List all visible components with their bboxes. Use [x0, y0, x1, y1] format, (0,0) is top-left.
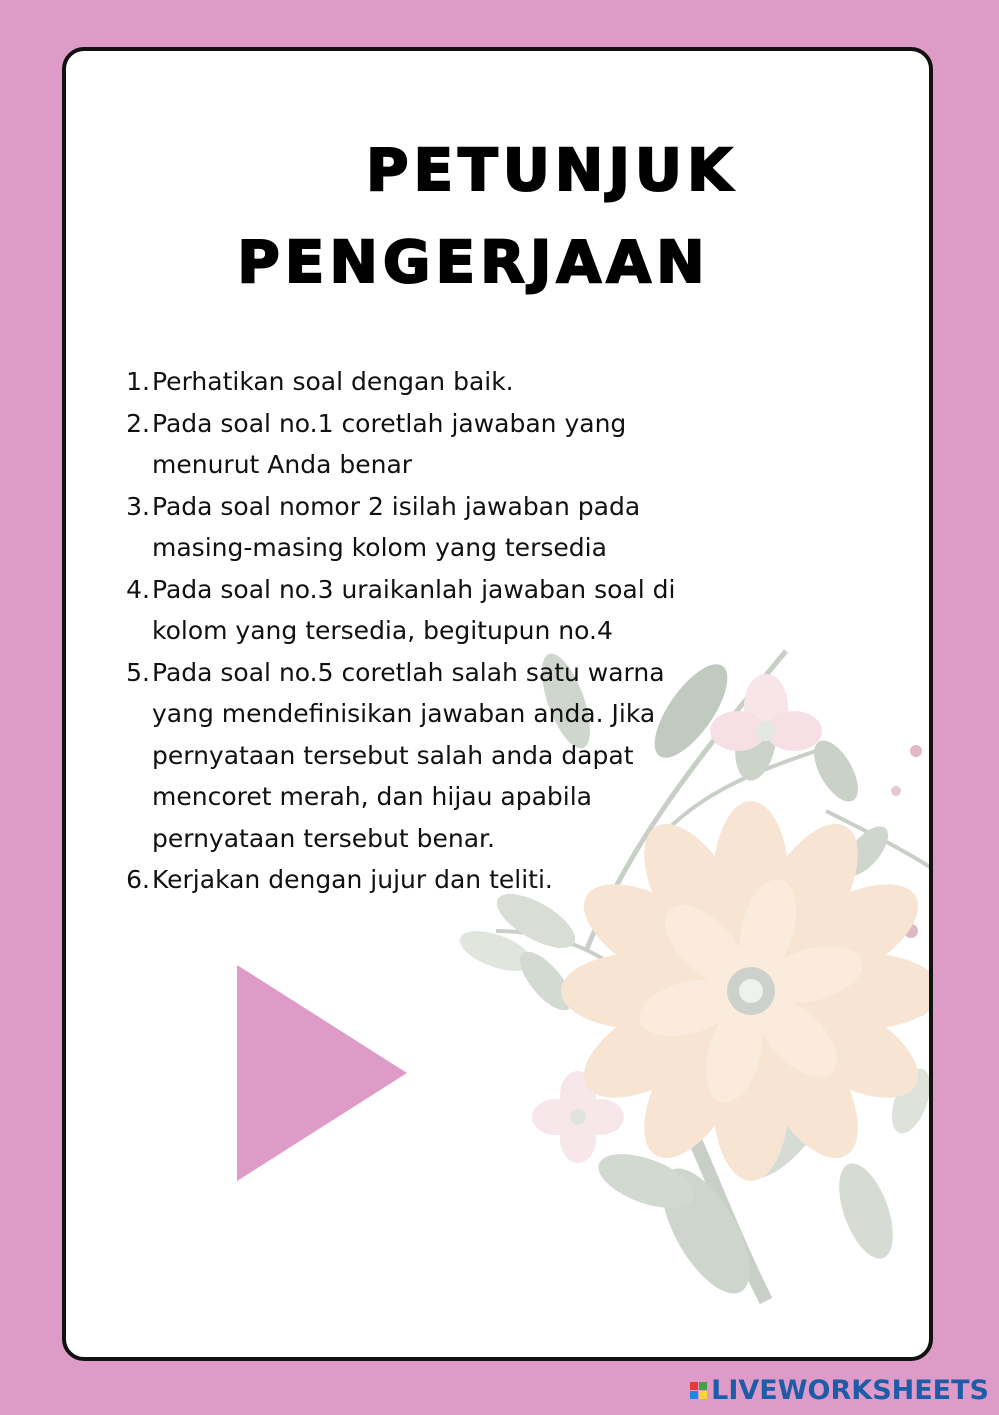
list-item: 2. Pada soal no.1 coretlah jawaban yang menurut Anda benar	[126, 408, 627, 479]
list-item: 3. Pada soal nomor 2 isilah jawaban pada masing-masing kolom yang tersedia	[126, 491, 641, 562]
page-title-line1: PETUNJUK	[366, 136, 737, 204]
page-title-line2: PENGERJAAN	[237, 228, 710, 296]
instruction-text: Kerjakan dengan jujur dan teliti.	[152, 865, 553, 894]
list-item: 6. Kerjakan dengan jujur dan teliti.	[126, 865, 553, 894]
instruction-text: Pada soal no.3 uraikanlah jawaban soal di kolom yang tersedia, begitupun no.4	[152, 574, 676, 645]
liveworksheets-logo-icon	[690, 1382, 707, 1399]
list-item: 4. Pada soal no.3 uraikanlah jawaban soal di kolom yang tersedia, begitupun no.4	[126, 574, 676, 645]
play-triangle-icon[interactable]	[237, 965, 407, 1181]
instruction-text: Perhatikan soal dengan baik.	[152, 367, 514, 396]
list-item: 5. Pada soal no.5 coretlah salah satu warna yang mendefinisikan jawaban anda. Jika pernyataan tersebut salah anda dapat mencoret merah, dan hijau apabila pernyataan tersebut benar.	[126, 657, 665, 853]
instruction-text: Pada soal no.1 coretlah jawaban yang menurut Anda benar	[152, 408, 627, 479]
brand-name: LIVEWORKSHEETS	[711, 1374, 989, 1406]
instruction-text: Pada soal no.5 coretlah salah satu warna yang mendefinisikan jawaban anda. Jika pernyataan tersebut salah anda dapat mencoret merah, dan hijau apabila pernyataan tersebut benar.	[152, 657, 665, 853]
instruction-card	[62, 47, 933, 1361]
instruction-list	[122, 361, 722, 901]
instruction-text: Pada soal nomor 2 isilah jawaban pada masing-masing kolom yang tersedia	[152, 491, 641, 562]
liveworksheets-logo	[690, 1375, 989, 1405]
list-item: 1. Perhatikan soal dengan baik.	[126, 367, 514, 396]
